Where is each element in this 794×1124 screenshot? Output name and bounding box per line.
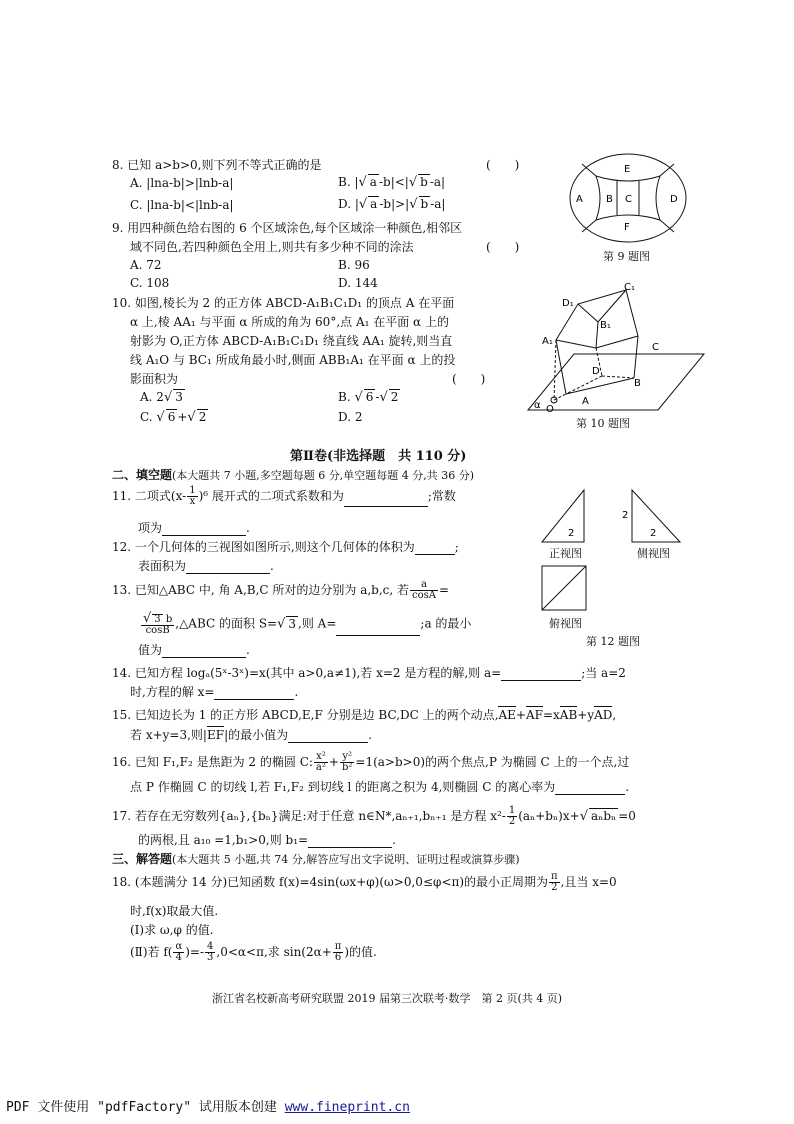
fig10-label-a1: A₁ [542,336,553,347]
q10-paren: ( ) [452,372,486,386]
q13-line3: 值为 . [138,643,250,657]
fig12-caption: 第 12 题图 [586,635,640,648]
q14-line1: 14. 已知方程 logₐ(5ˣ-3ˣ)=x(其中 a>0,a≠1),若 x=2 是方程的解,则 a= ;当 a=2 [112,666,626,680]
q10-line1: 10. 如图,棱长为 2 的正方体 ABCD-A₁B₁C₁D₁ 的顶点 A 在平面 [112,296,455,310]
page-footer: 浙江省名校新高考研究联盟 2019 届第三次联考·数学 第 2 页(共 4 页) [212,992,563,1005]
q8-option-a: A. |lna-b|>|lnb-a| [130,176,234,190]
fig10-label-d: D [592,366,600,377]
fig9-label-a: A [576,194,583,205]
fig10-label-b: B [634,378,641,389]
fig10-label-c: C [652,342,659,353]
q16-line1: 16. 已知 F₁,F₂ 是焦距为 2 的椭圆 C: $\frac{\text{x²}}{\text{a²}}$ + $\frac{\text{y²}}{\text{b²}}$ =1(a>b>0)的两个焦点,P 为椭圆 C 上的一个点,过 [112,751,630,773]
fig12-side-label-w: 2 [650,528,657,539]
q17-line1: 17. 若存在无穷数列{aₙ},{bₙ}满足:对于任意 n∈N*,aₙ₊₁,bₙ₊₁ 是方程 x²- $\frac{1}{2}$ (aₙ+bₙ)x+√ aₙbₙ =0 [112,805,636,827]
fig9-label-c: C [625,194,632,205]
q9-option-c: C. 108 [130,276,170,290]
fig9-label-f: F [624,222,630,233]
q9-line2: 域不同色,若四种颜色全用上,则共有多少种不同的涂法 [130,240,414,254]
q10-option-a: A. 2√ 3 [140,390,183,405]
fig10-label-c1: C₁ [624,282,635,293]
q18-part2: (Ⅱ)若 f( $\frac{\alpha}{4}$ )=- $\frac{4}{3}$ ,0<α<π,求 sin(2α+ $\frac{\pi}{6}$ )的值. [130,941,377,963]
pdf-creator-note: PDF 文件使用 "pdfFactory" 试用版本创建 www.fineprint.cn [6,1100,410,1115]
q11-line2: 项为 . [138,521,250,535]
q15-line1: 15. 已知边长为 1 的正方形 ABCD,E,F 分别是边 BC,DC 上的两个动点,AE+AF=xAB+yAD, [112,708,617,722]
q8-paren: ( ) [486,158,520,172]
fig12-side-label-h: 2 [622,510,629,521]
q17-line2: 的两根,且 a₁₀ =1,b₁>0,则 b₁= . [138,833,396,847]
q16-line2: 点 P 作椭圆 C 的切线 l,若 F₁,F₂ 到切线 l 的距离之积为 4,则椭圆 C 的离心率为 . [130,780,630,794]
q9-option-a: A. 72 [130,258,162,272]
figure-9 [566,150,690,246]
fig10-label-d1: D₁ [562,298,574,309]
q14-line2: 时,方程的解 x= . [130,685,299,699]
q8-option-c: C. |lna-b|<|lnb-a| [130,198,234,212]
q8-option-b: B. |√ a -b|<|√ b -a| [338,175,446,190]
fig12-front-label: 2 [568,528,575,539]
q10-option-c: C. √ 6 +√ 2 [140,410,207,425]
fig10-label-alpha: α [534,400,541,411]
fig9-caption: 第 9 题图 [603,250,650,263]
fig10-label-o: O [546,404,554,414]
q10-line5: 影面积为 [130,372,179,386]
q13-line1: 13. 已知△ABC 中, 角 A,B,C 所对的边分别为 a,b,c, 若 $\frac{a}{\cos A}$ = [112,579,450,601]
q12-line2: 表面积为 . [138,559,274,573]
sec2-header: 二、填空题(本大题共 7 小题,多空题每题 6 分,单空题每题 4 分,共 36 分) [112,468,475,482]
part2-title: 第Ⅱ卷(非选择题 共 110 分) [290,449,467,464]
q10-line3: 射影为 O,正方体 ABCD-A₁B₁C₁D₁ 绕直线 AA₁ 旋转,则当直 [130,334,453,348]
q10-option-d: D. 2 [338,410,363,424]
fig12-side-caption: 侧视图 [637,547,670,560]
q9-paren: ( ) [486,240,520,254]
q15-line2: 若 x+y=3,则|EF|的最小值为 . [130,728,372,742]
fig12-top-caption: 俯视图 [549,617,582,630]
fig9-label-b: B [606,194,613,205]
figure-10 [526,282,706,414]
fig10-label-a: A [582,396,589,407]
q18-line1: 18. (本题满分 14 分)已知函数 f(x)=4sin(ωx+φ)(ω>0,0≤φ<π)的最小正周期为 $\frac{\pi}{2}$ ,且当 x=0 [112,871,617,893]
sec3-header: 三、解答题(本大题共 5 小题,共 74 分,解答应写出文字说明、证明过程或演算步骤) [112,852,520,866]
fig10-caption: 第 10 题图 [576,417,630,430]
fig12-front-caption: 正视图 [549,547,582,560]
fig9-label-e: E [624,164,631,175]
q9-option-d: D. 144 [338,276,378,290]
q10-option-b: B. √ 6 -√ 2 [338,390,399,405]
q10-line4: 线 A₁O 与 BC₁ 所成角最小时,侧面 ABB₁A₁ 在平面 α 上的投 [130,353,456,367]
q9-option-b: B. 96 [338,258,370,272]
q18-line2: 时,f(x)取最大值. [130,904,219,918]
fineprint-link[interactable]: www.fineprint.cn [284,1100,410,1115]
q9-line1: 9. 用四种颜色给右图的 6 个区域涂色,每个区域涂一种颜色,相邻区 [112,221,463,235]
fig9-label-d: D [670,194,678,205]
q18-part1: (Ⅰ)求 ω,φ 的值. [130,923,214,937]
q13-line2: $\frac{√ 3 b}{\cos B}$ ,△ABC 的面积 S=√ 3 ,则 A= ;a 的最小 [143,611,472,636]
q8-option-d: D. |√ a -b|>|√ b -a| [338,197,446,212]
q10-line2: α 上,棱 AA₁ 与平面 α 所成的角为 60°,点 A₁ 在平面 α 上的 [130,315,449,329]
q12-line1: 12. 一个几何体的三视图如图所示,则这个几何体的体积为 ; [112,540,459,554]
q11-line1: 11. 二项式(x- $\frac{1}{x}$ )⁶ 展开式的二项式系数和为 ;常数 [112,485,456,507]
fig10-label-b1: B₁ [600,320,611,331]
q8-stem: 8. 已知 a>b>0,则下列不等式正确的是 [112,158,322,172]
